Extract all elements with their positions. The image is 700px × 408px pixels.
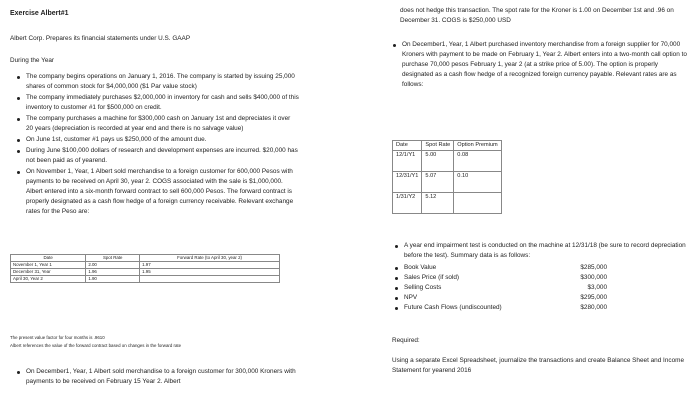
forward-note: Albert references the value of the forward contract based on changes in the forward rate [10, 343, 182, 348]
table-row [393, 172, 502, 193]
impairment-list [392, 241, 692, 262]
table-header: Date [11, 255, 86, 262]
table-cell [454, 193, 501, 214]
table-cell: 5.07 [422, 172, 454, 193]
list-item: On November 1, Year, 1 Albert sold merchandise to a foreign customer for 600,000 Pesos with payments to be received on April 30, year 2. COGS associated with the sale is $1,000,000. Albert entered into a six-month forward contract to sell 600,000 Pesos. The forward contract is properly designated as a cash flow hedge of a foreign currency receivable. Relevant exchange rates for the Peso are: [14, 167, 299, 217]
table-cell: December 31, Year [11, 269, 86, 276]
table-cell: 2.00 [86, 262, 140, 269]
item-value: $285,000 [580, 264, 607, 271]
item-value: $3,000 [587, 284, 607, 291]
list-item [392, 293, 607, 303]
table-cell: 12/31/Y1 [393, 172, 422, 193]
item-value: $280,000 [580, 304, 607, 311]
table-header: Option Premium [454, 141, 501, 151]
table-cell: 0.08 [454, 151, 501, 172]
kroner-continuation: does not hedge this transaction. The spot rate for the Kroner is 1.00 on December 1st and .96 on December 31. COGS is $250,000 USD [400, 7, 674, 24]
table-cell: 5.00 [422, 151, 454, 172]
list-item: The company begins operations on January 1, 2016. The company is started by issuing 25,000 shares of common stock for $4,000,000 ($1 Par value stock) [14, 72, 299, 92]
table-cell: 12/1/Y1 [393, 151, 422, 172]
list-item: On June 1st, customer #1 pays us $250,000 of the amount due. [14, 135, 299, 145]
transaction-list [14, 72, 299, 218]
table-cell: 1.90 [86, 276, 140, 283]
item-label: Book Value [404, 264, 437, 271]
table-cell: 1.97 [140, 262, 280, 269]
table-row [11, 276, 280, 283]
list-item [392, 273, 607, 283]
table-cell: 1/31/Y2 [393, 193, 422, 214]
item-label: Sales Price (if sold) [404, 274, 460, 281]
list-item [392, 283, 607, 293]
required-heading: Required: [392, 337, 420, 344]
required-text: Using a separate Excel Spreadsheet, journalize the transactions and create Balance Sheet and Income Statement for yearend 2016 [392, 357, 685, 374]
table-row [393, 151, 502, 172]
table-row [11, 269, 280, 276]
option-rates-table [392, 140, 502, 214]
left-column [0, 0, 345, 408]
table-row [11, 262, 280, 269]
table-cell: 5.12 [422, 193, 454, 214]
impairment-data-list [392, 263, 607, 313]
table-header: Forward Rate (to April 30, year 2) [140, 255, 280, 262]
list-item: On December1, Year, 1 Albert sold merchandise to a foreign customer for 300,000 Kroners with payments to be received on February 15 Year 2. Albert [14, 367, 309, 387]
list-item: The company purchases a machine for $300,000 cash on January 1st and depreciates it over 20 years (depreciation is recorded at year end and there is no salvage value) [14, 114, 299, 134]
table-row [393, 193, 502, 214]
table-header: Spot Rate [86, 255, 140, 262]
table-header: Spot Rate [422, 141, 454, 151]
bottom-list [14, 367, 309, 388]
item-label: Selling Costs [404, 284, 442, 291]
list-item [392, 263, 607, 273]
option-bullet-list [390, 40, 688, 91]
list-item: The company immediately purchases $2,000,000 in inventory for cash and sells $400,000 of this inventory to customer #1 for $500,000 on credit. [14, 93, 299, 113]
table-cell: 0.10 [454, 172, 501, 193]
table-cell: 1.95 [140, 269, 280, 276]
exercise-title: Exercise Albert#1 [10, 10, 69, 17]
list-item: A year end impairment test is conducted on the machine at 12/31/18 (be sure to record depreciation before the test). Summary data is as follows: [392, 241, 692, 261]
list-item [392, 303, 607, 313]
item-label: Future Cash Flows (undiscounted) [404, 304, 502, 311]
table-cell: November 1, Year 1 [11, 262, 86, 269]
table-cell: 1.96 [86, 269, 140, 276]
item-label: NPV [404, 294, 418, 301]
pv-factor-note: The present value factor for four months is .9610 [10, 335, 105, 340]
list-item: During June $100,000 dollars of research and development expenses are incurred. $20,000 has not been paid as of yearend. [14, 146, 299, 166]
peso-rates-table [10, 254, 280, 283]
intro-text: Albert Corp. Prepares its financial statements under U.S. GAAP [10, 35, 191, 42]
table-cell [140, 276, 280, 283]
item-value: $300,000 [580, 274, 607, 281]
during-heading: During the Year [10, 57, 55, 64]
item-value: $295,000 [580, 294, 607, 301]
table-cell: April 30, Year 2 [11, 276, 86, 283]
table-header: Date [393, 141, 422, 151]
list-item: On December1, Year, 1 Albert purchased inventory merchandise from a foreign supplier for 70,000 Kroners with payment to be made on February 1, Year 2. Albert enters into a two-month call option to purchase 70,000 pesos February 1, year 2 (at a strike price of 5.00). The option is properly designated as a cash flow hedge of a recognized foreign currency payable. Relevant rates are as follows: [390, 40, 688, 90]
